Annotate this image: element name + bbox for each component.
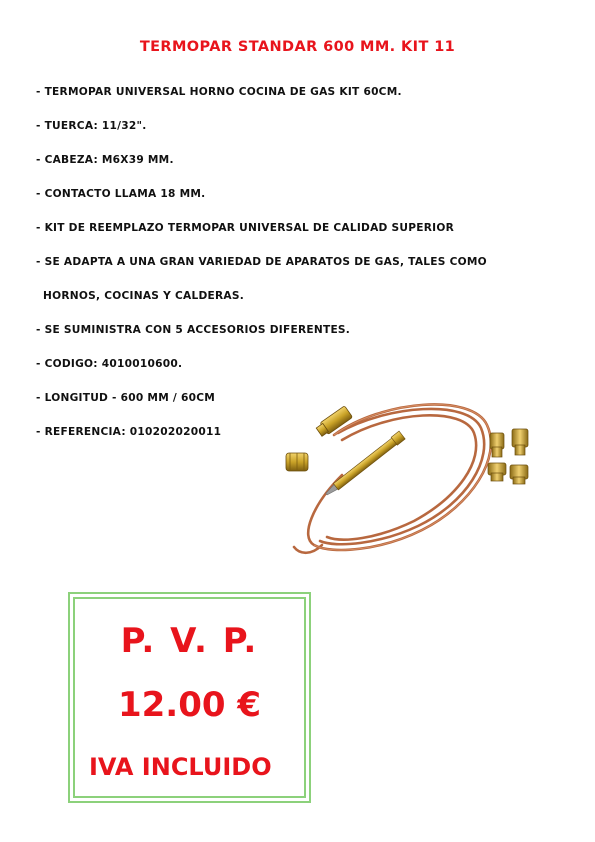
spec-line: - CONTACTO LLAMA 18 MM. bbox=[36, 188, 206, 200]
spec-line: - TUERCA: 11/32". bbox=[36, 120, 147, 132]
spec-line: - TERMOPAR UNIVERSAL HORNO COCINA DE GAS KIT 60CM. bbox=[36, 86, 402, 98]
spec-line: - REFERENCIA: 010202020011 bbox=[36, 426, 222, 438]
spec-line: - KIT DE REEMPLAZO TERMOPAR UNIVERSAL DE CALIDAD SUPERIOR bbox=[36, 222, 455, 234]
thermocouple-kit-image bbox=[272, 395, 562, 575]
price-value: 12.00 € bbox=[117, 685, 262, 725]
page-title: TERMOPAR STANDAR 600 MM. KIT 11 bbox=[139, 39, 456, 55]
spec-line: - SE ADAPTA A UNA GRAN VARIEDAD DE APARATOS DE GAS, TALES COMO bbox=[36, 256, 487, 268]
tax-note: IVA INCLUIDO bbox=[89, 753, 272, 781]
price-box-inner-border bbox=[73, 597, 306, 798]
spec-line: HORNOS, COCINAS Y CALDERAS. bbox=[43, 290, 244, 302]
price-box bbox=[68, 592, 311, 803]
spec-line: - SE SUMINISTRA CON 5 ACCESORIOS DIFERENTES. bbox=[36, 324, 351, 336]
spec-line: - CABEZA: M6X39 MM. bbox=[36, 154, 174, 166]
spec-line: - CODIGO: 4010010600. bbox=[36, 358, 183, 370]
price-label: P. V. P. bbox=[120, 621, 259, 661]
spec-line: - LONGITUD - 600 MM / 60CM bbox=[36, 392, 216, 404]
